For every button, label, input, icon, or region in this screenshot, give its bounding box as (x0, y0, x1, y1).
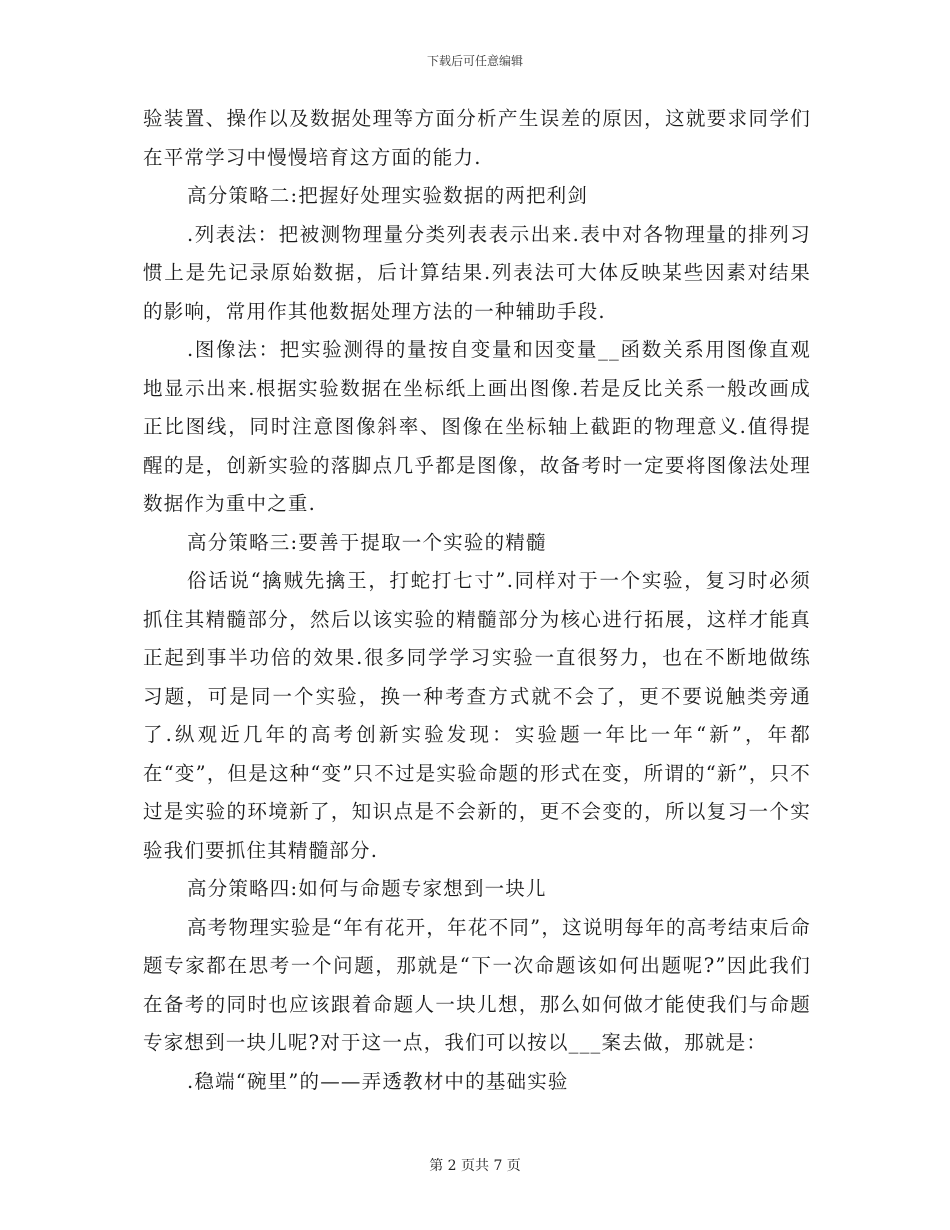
paragraph: 验装置、操作以及数据处理等方面分析产生误差的原因，这就要求同学们在平常学习中慢慢培育这方面的能力. (143, 107, 811, 169)
document-body (143, 100, 811, 1101)
paragraph: .图像法：把实验测得的量按自变量和因变量__函数关系用图像直观地显示出来.根据实验数据在坐标纸上画出图像.若是反比关系一般改画成正比图线，同时注意图像斜率、图像在坐标轴上截距的物理意义.值得提醒的是，创新实验的落脚点几乎都是图像，故备考时一定要将图像法处理数据作为重中之重. (143, 338, 811, 515)
section-heading: 高分策略三:要善于提取一个实验的精髓 (187, 530, 547, 554)
section-heading: 高分策略二:把握好处理实验数据的两把利剑 (187, 184, 589, 207)
paragraph: 高考物理实验是“年有花开，年花不同”，这说明每年的高考结束后命题专家都在思考一个问题，那就是“下一次命题该如何出题呢?”因此我们在备考的同时也应该跟着命题人一块儿想，那么如何做才能使我们与命题专家想到一块儿呢?对于这一点，我们可以按以___案去做，那就是： (143, 915, 811, 1054)
paragraph: 俗话说“擒贼先擒王，打蛇打七寸”.同样对于一个实验，复习时必须抓住其精髓部分，然后以该实验的精髓部分为核心进行拓展，这样才能真正起到事半功倍的效果.很多同学学习实验一直很努力，也在不断地做练习题，可是同一个实验，换一种考查方式就不会了，更不要说触类旁通了.纵观近几年的高考创新实验发现：实验题一年比一年“新”，年都在“变”，但是这种“变”只不过是实验命题的形式在变，所谓的“新”，只不过是实验的环境新了，知识点是不会新的，更不会变的，所以复习一个实验我们要抓住其精髓部分. (143, 569, 811, 862)
section-heading: 高分策略四:如何与命题专家想到一块儿 (187, 877, 547, 900)
paragraph: .列表法：把被测物理量分类列表表示出来.表中对各物理量的排列习惯上是先记录原始数据，后计算结果.列表法可大体反映某些因素对结果的影响，常用作其他数据处理方法的一种辅助手段. (143, 222, 811, 323)
page-footer: 第 2 页共 7 页 (429, 1158, 521, 1174)
page-header: 下载后可任意编辑 (426, 54, 523, 68)
paragraph: .稳端“碗里”的——弄透教材中的基础实验 (187, 1069, 569, 1093)
